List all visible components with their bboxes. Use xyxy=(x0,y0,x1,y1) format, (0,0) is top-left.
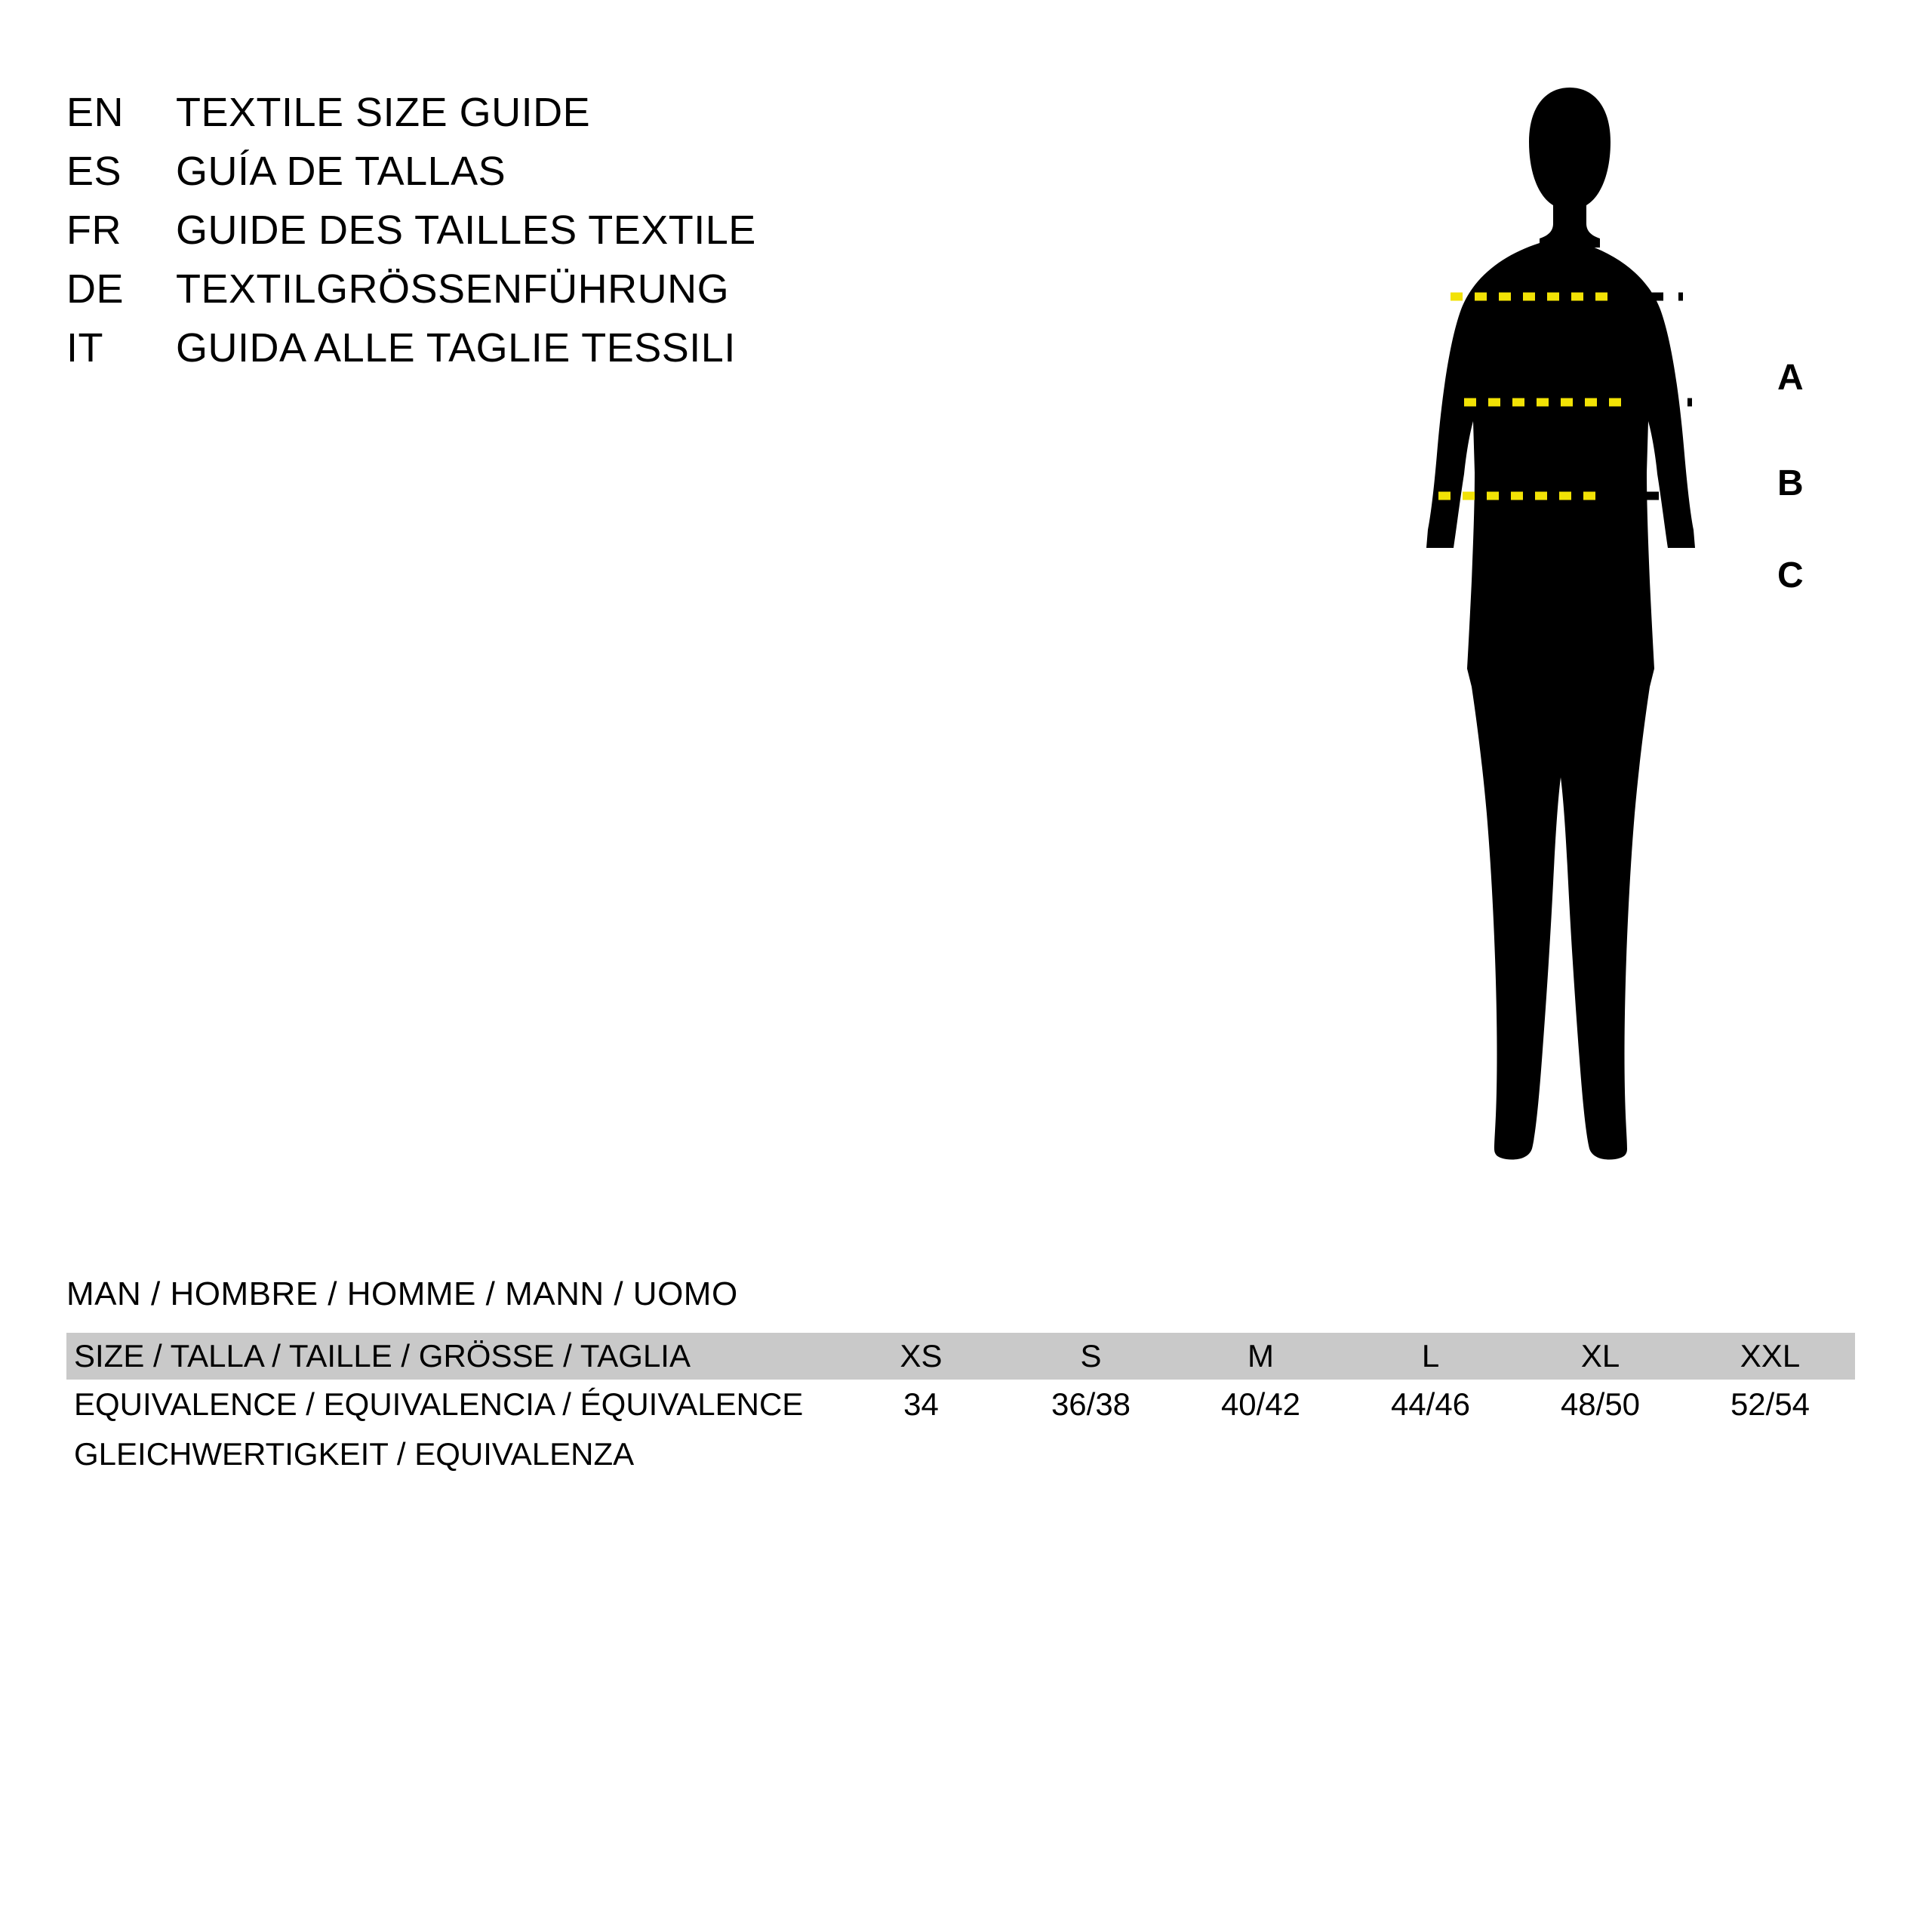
measure-label-c: C xyxy=(1777,555,1804,595)
measure-label-b: B xyxy=(1777,463,1804,503)
table-header-size-xl: XL xyxy=(1515,1333,1685,1380)
measure-label-a: A xyxy=(1777,358,1804,398)
language-code-fr: FR xyxy=(66,208,122,253)
language-title-block xyxy=(66,89,897,383)
table-row-label: EQUIVALENCE / EQUIVALENCIA / ÉQUIVALENCE xyxy=(66,1380,836,1429)
language-text-en: TEXTILE SIZE GUIDE xyxy=(176,90,591,135)
table-cell-s: 36/38 xyxy=(1006,1380,1176,1429)
language-row-fr xyxy=(66,207,897,254)
size-table xyxy=(66,1333,1855,1429)
language-row-es xyxy=(66,148,897,195)
table-header-label: SIZE / TALLA / TAILLE / GRÖSSE / TAGLIA xyxy=(66,1333,836,1380)
size-table-section xyxy=(66,1275,1870,1479)
table-header-row xyxy=(66,1333,1855,1380)
language-code-de: DE xyxy=(66,266,125,312)
size-table-title: MAN / HOMBRE / HOMME / MANN / UOMO xyxy=(66,1275,738,1312)
figure-area xyxy=(1381,83,1849,1215)
table-cell-xs: 34 xyxy=(836,1380,1006,1429)
language-code-en: EN xyxy=(66,90,125,135)
language-row-it xyxy=(66,325,897,371)
table-header-size-m: M xyxy=(1176,1333,1346,1380)
language-code-es: ES xyxy=(66,149,122,194)
table-cell-m: 40/42 xyxy=(1176,1380,1346,1429)
female-silhouette-icon xyxy=(1381,83,1849,1215)
language-code-it: IT xyxy=(66,325,103,371)
language-row-de xyxy=(66,266,897,312)
language-text-es: GUÍA DE TALLAS xyxy=(176,149,506,194)
table-cell-xxl: 52/54 xyxy=(1685,1380,1855,1429)
table-cell-l: 44/46 xyxy=(1346,1380,1515,1429)
table-row-label-secondary: GLEICHWERTIGKEIT / EQUIVALENZA xyxy=(74,1436,635,1472)
language-text-it: GUIDA ALLE TAGLIE TESSILI xyxy=(176,325,736,371)
table-header-size-xs: XS xyxy=(836,1333,1006,1380)
language-row-en xyxy=(66,89,897,136)
table-header-size-s: S xyxy=(1006,1333,1176,1380)
table-cell-xl: 48/50 xyxy=(1515,1380,1685,1429)
language-text-de: TEXTILGRÖSSENFÜHRUNG xyxy=(176,266,730,312)
table-row xyxy=(66,1380,1855,1429)
table-header-size-xxl: XXL xyxy=(1685,1333,1855,1380)
language-text-fr: GUIDE DES TAILLES TEXTILE xyxy=(176,208,756,253)
table-header-size-l: L xyxy=(1346,1333,1515,1380)
